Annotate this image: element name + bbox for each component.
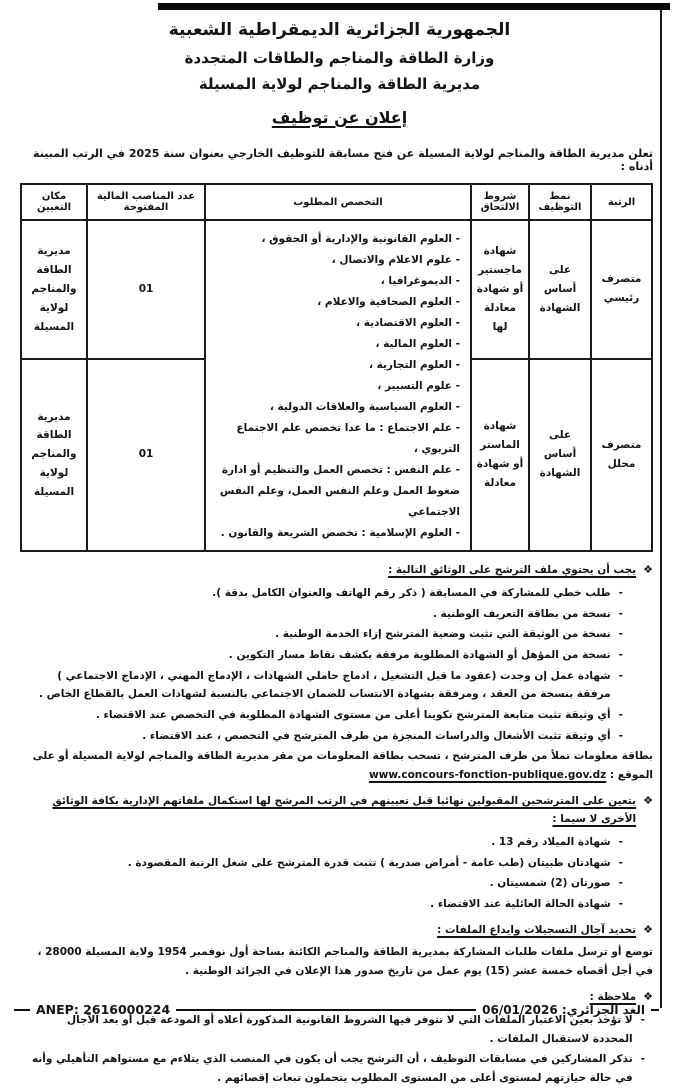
- diamond-bullet-icon: ❖: [643, 922, 653, 936]
- dash-bullet-icon: -: [618, 835, 623, 848]
- dash-bullet-icon: -: [640, 1053, 645, 1066]
- document-item-text: أي وثيقة تثبت الأشغال والدراسات المنجزة من طرف المترشح في التخصص ، عند الاقتضاء .: [142, 729, 611, 742]
- col-header-positions-count: عدد المناصب المالية المفتوحة: [87, 184, 205, 220]
- journal-date: الغد الجزائري: 06/01/2026: [482, 1002, 645, 1017]
- document-item: [26, 667, 653, 704]
- col-header-conditions: شروط الالتحاق: [471, 184, 529, 220]
- final-file-item: [26, 854, 653, 873]
- rank-cell: متصرف محلل: [591, 359, 652, 552]
- announcement-title: إعلان عن توظيف: [271, 108, 408, 127]
- col-header-location: مكان التعيين: [21, 184, 87, 220]
- specialization-item: - العلوم القانونية والإدارية أو الحقوق ،: [261, 233, 460, 245]
- conditions-cell: شهادة الماستر أو شهادة معادلة: [471, 359, 529, 552]
- location-cell: مديرية الطاقة والمناجم لولاية المسيلة: [21, 359, 87, 552]
- document-item: [26, 646, 653, 665]
- dash-bullet-icon: -: [640, 1014, 645, 1027]
- specialization-item: - علم النفس : تخصص العمل والتنظيم أو ادارة ضغوط العمل وعلم النفس العمل، وعلم النفس الاجتماعي: [219, 464, 460, 518]
- specialization-item: - العلوم الإسلامية : تخصص الشريعة والقانون .: [220, 527, 460, 539]
- table-row: [21, 220, 652, 359]
- dash-bullet-icon: -: [618, 607, 623, 620]
- specialization-item: - علوم الاعلام والاتصال ،: [331, 254, 460, 266]
- document-header: [26, 20, 653, 93]
- dash-bullet-icon: -: [618, 586, 623, 599]
- document-item-text: أي وثيقة تثبت متابعة المترشح تكوينا أعلى من مستوى الشهادة المطلوبة في التخصص عند الاقتضاء .: [95, 708, 611, 721]
- final-file-item: [26, 895, 653, 914]
- final-file-heading-text: يتعين على المترشحين المقبولين نهائيا قبل تعيينهم في الرتب المرشح لها استكمال ملفاتهم الإدارية بكافة الوثائق الأخرى لا سيما :: [52, 795, 637, 825]
- document-item: [26, 727, 653, 746]
- specializations-cell: [205, 220, 471, 551]
- dash-bullet-icon: -: [618, 877, 623, 890]
- dash-bullet-icon: -: [618, 856, 623, 869]
- col-header-specialization: التخصص المطلوب: [205, 184, 471, 220]
- deadline-section-heading: [26, 921, 653, 940]
- documents-section-heading: [26, 561, 653, 580]
- republic-title: الجمهورية الجزائرية الديمقراطية الشعبية: [168, 20, 511, 40]
- document-item-text: نسخة من بطاقة التعريف الوطنية .: [432, 607, 611, 620]
- diamond-bullet-icon: ❖: [643, 990, 653, 1004]
- specialization-item: - الديموغرافيا ،: [380, 275, 460, 287]
- specialization-item: - العلوم الاقتصادية ،: [356, 317, 460, 329]
- conditions-cell: شهادة ماجستير أو شهادة معادلة لها: [471, 220, 529, 359]
- diamond-bullet-icon: ❖: [643, 563, 653, 576]
- note-item-text: لا تؤخذ بعين الاعتبار الملفات التي لا تتوفر فيها الشروط القانونية المذكورة أعلاه أو المودعة قبل أو بعد الآجال المحددة لاستقبال الملفات .: [66, 1014, 633, 1045]
- document-item-text: طلب خطي للمشاركة في المسابقة ( ذكر رقم الهاتف والعنوان الكامل بدقة ).: [212, 586, 611, 599]
- note-item: [26, 1050, 653, 1087]
- note-item-text: نذكر المشاركين في مسابقات التوظيف ، أن الترشح يجب أن يكون في المنصب الذي يتلاءم مع مستواهم التأهيلي وأنه في حالة حيازتهم لمستوى أعلى من المستوى المطلوب يتحملون تبعات إقصائهم .: [31, 1053, 633, 1085]
- document-item: [26, 605, 653, 624]
- mode-cell: على أساس الشهادة: [529, 359, 591, 552]
- footer-bar: [14, 1002, 659, 1017]
- document-item: [26, 625, 653, 644]
- dash-bullet-icon: -: [618, 628, 623, 641]
- document-item: [26, 584, 653, 603]
- dash-bullet-icon: -: [618, 729, 623, 742]
- specialization-item: - علوم التسيير ،: [377, 380, 460, 392]
- recruitment-table: [20, 183, 653, 552]
- table-header-row: [21, 184, 652, 220]
- specialization-item: - العلوم السياسية والعلاقات الدولية ،: [269, 401, 460, 413]
- deadline-heading-text: تحديد آجال التسجيلات وايداع الملفات :: [437, 923, 637, 936]
- directorate-title: مديرية الطاقة والمناجم لولاية المسيلة: [198, 75, 481, 93]
- specialization-item: - علم الاجتماع : ما عدا تخصص علم الاجتماع التربوي ،: [236, 422, 460, 455]
- final-file-item-text: شهادة الحالة العائلية عند الاقتضاء .: [430, 897, 611, 910]
- mode-cell: على أساس الشهادة: [529, 220, 591, 359]
- intro-text: تعلن مديرية الطاقة والمناجم لولاية المسيلة عن فتح مسابقة للتوظيف الخارجي بعنوان سنة 2025 في الرتب المبينة أدناه :: [33, 147, 653, 173]
- anep-number: ANEP: 2616000224: [36, 1002, 171, 1017]
- specialization-item: - العلوم الصحافية والاعلام ،: [317, 296, 460, 308]
- specialization-item: - العلوم المالية ،: [375, 338, 460, 350]
- col-header-rank: الرتبة: [591, 184, 652, 220]
- positions-count-cell: 01: [87, 359, 205, 552]
- final-file-item: [26, 874, 653, 893]
- documents-heading-text: يجب أن يحتوي ملف الترشح على الوثائق التالية :: [388, 564, 637, 576]
- document-item-text: شهادة عمل إن وجدت (عقود ما قبل التشغيل ، ادماج حاملي الشهادات ، الإدماج المهني ، الإدماج الاجتماعي ) مرفقة بنسخة من العقد ، ومرفقة بشهادة الانتساب للضمان الاجتماعي بالنسبة لشهادات العمل بالقطاع الخاص .: [38, 669, 611, 701]
- final-file-item-text: صورتان (2) شمسيتان .: [489, 877, 611, 890]
- ministry-title: وزارة الطاقة والمناجم والطاقات المتجددة: [184, 49, 495, 67]
- deadline-body-text: توضع أو ترسل ملفات طلبات المشاركة بمديرية الطاقة والمناجم الكائنة بساحة أول نوفمبر 1954 ولاية المسيلة 28000 ، في أجل أقصاه خمسة عشر (15) يوم عمل من تاريخ صدور هذا الإعلان في الجرائد الوطنية .: [37, 946, 653, 978]
- footer-rule-left: [14, 1009, 30, 1011]
- final-file-item-text: شهادتان طبيتان (طب عامة - أمراض صدرية ) تثبت قدرة المترشح على شغل الرتبة المقصودة .: [127, 856, 611, 869]
- location-cell: مديرية الطاقة والمناجم لولاية المسيلة: [21, 220, 87, 359]
- diamond-bullet-icon: ❖: [643, 794, 653, 808]
- rank-cell: متصرف رئيسي: [591, 220, 652, 359]
- note-heading-text: ملاحظة :: [589, 991, 637, 1004]
- dash-bullet-icon: -: [618, 897, 623, 910]
- footer-rule-center: [176, 1009, 476, 1011]
- final-file-section-heading: [26, 792, 653, 829]
- document-item-text: نسخة من المؤهل أو الشهادة المطلوبة مرفقة بكشف نقاط مسار التكوين .: [228, 648, 611, 661]
- info-card-note: بطاقة معلومات تملأ من طرف المترشح ، تسحب بطاقة المعلومات من مقر مديرية الطاقة والمناجم لولاية المسيلة أو على الموقع : www.concours-fonction-publique.gov.dz: [32, 750, 653, 782]
- final-file-item: [26, 833, 653, 852]
- document-item-text: نسخة من الوثيقة التي تثبت وضعية المترشح إزاء الخدمة الوطنية .: [275, 628, 611, 641]
- specialization-item: - العلوم التجارية ،: [368, 359, 460, 371]
- col-header-recruitment-mode: نمط التوظيف: [529, 184, 591, 220]
- dash-bullet-icon: -: [618, 708, 623, 721]
- dash-bullet-icon: -: [618, 648, 623, 661]
- final-file-item-text: شهادة الميلاد رقم 13 .: [491, 835, 611, 848]
- website-link[interactable]: www.concours-fonction-publique.gov.dz: [368, 769, 607, 782]
- footer-rule-right: [651, 1009, 659, 1011]
- positions-count-cell: 01: [87, 220, 205, 359]
- document-item: [26, 706, 653, 725]
- dash-bullet-icon: -: [618, 669, 623, 682]
